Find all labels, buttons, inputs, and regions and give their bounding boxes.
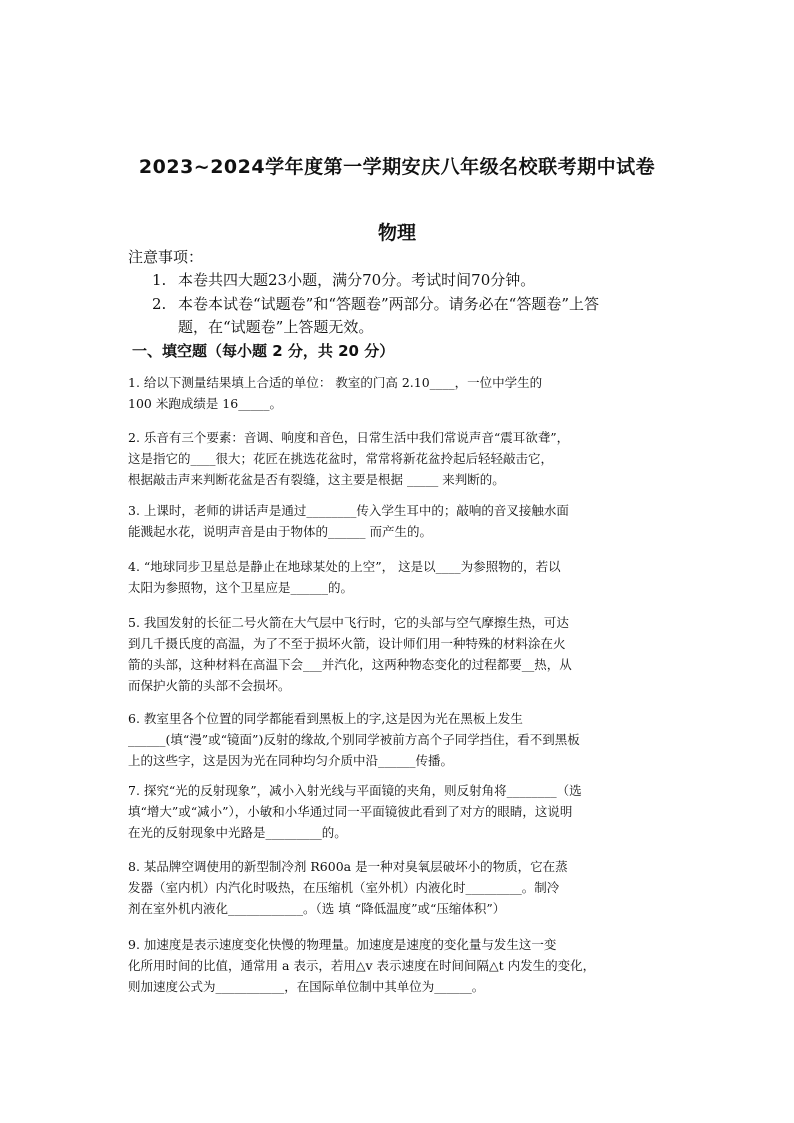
question-line: ______(填“漫”或“镜面”)反射的缘故,个别同学被前方高个子同学挡住，看不到黑板 xyxy=(128,732,580,747)
question-line: 2. 乐音有三个要素：音调、响度和音色，日常生活中我们常说声音“震耳欲聋”， xyxy=(128,430,570,445)
question-line: 7. 探究“光的反射现象”，减小入射光线与平面镜的夹角，则反射角将________（选 xyxy=(128,783,582,798)
notice-item-text-continued: 题，在“试题卷”上答题无效。 xyxy=(178,318,374,336)
notice-item-text: 本卷共四大题23小题，满分70分。考试时间70分钟。 xyxy=(178,271,536,289)
question-line: 4. “地球同步卫星总是静止在地球某处的上空”， 这是以____为参照物的，若以 xyxy=(128,559,561,574)
question-line: 根据敲击声来判断花盆是否有裂缝，这主要是根据 _____ 来判断的。 xyxy=(128,472,505,487)
question-line: 5. 我国发射的长征二号火箭在大气层中飞行时，它的头部与空气摩擦生热，可达 xyxy=(128,615,569,630)
notice-item-number: 2. xyxy=(152,295,167,313)
question-line: 8. 某品牌空调使用的新型制冷剂 R600a 是一种对臭氧层破坏小的物质，它在蒸 xyxy=(128,859,568,874)
question-8 xyxy=(128,856,658,919)
question-line: 填“增大”或“减小”），小敏和小华通过同一平面镜彼此看到了对方的眼睛，这说明 xyxy=(128,804,573,819)
question-line: 3. 上课时，老师的讲话声是通过________传入学生耳中的；敲响的音叉接触水面 xyxy=(128,503,569,518)
notice-item-text: 本卷本试卷“试题卷”和“答题卷”两部分。请务必在“答题卷”上答 xyxy=(178,295,600,313)
subject-title: 物理 xyxy=(377,222,416,244)
question-line: 而保护火箭的头部不会损坏。 xyxy=(128,678,291,693)
question-line: 这是指它的____很大；花匠在挑选花盆时，常常将新花盆拎起后轻轻敲击它， xyxy=(128,451,554,466)
question-line: 到几千摄氏度的高温，为了不至于损坏火箭，设计师们用一种特殊的材料涂在火 xyxy=(128,636,566,651)
question-line: 能溅起水花，说明声音是由于物体的______ 而产生的。 xyxy=(128,524,432,539)
question-line: 发器（室内机）内汽化时吸热，在压缩机（室外机）内液化时_________。制冷 xyxy=(128,880,560,895)
question-line: 则加速度公式为___________，在国际单位制中其单位为______。 xyxy=(128,979,485,994)
question-5 xyxy=(128,612,658,696)
question-line: 化所用时间的比值，通常用 a 表示，若用△v 表示速度在时间间隔△t 内发生的变化， xyxy=(128,958,596,973)
notice-item xyxy=(152,269,662,292)
question-line: 太阳为参照物，这个卫星应是______的。 xyxy=(128,580,354,595)
question-6 xyxy=(128,708,658,771)
question-line: 100 米跑成绩是 16_____。 xyxy=(128,396,282,411)
notice-item xyxy=(152,293,662,339)
question-line: 1. 给以下测量结果填上合适的单位： 教室的门高 2.10____，一位中学生的 xyxy=(128,375,543,390)
notice-heading: 注意事项： xyxy=(128,248,204,266)
question-line: 箭的头部，这种材料在高温下会___并汽化，这两种物态变化的过程都要__热，从 xyxy=(128,657,572,672)
question-line: 6. 教室里各个位置的同学都能看到黑板上的字,这是因为光在黑板上发生 xyxy=(128,711,523,726)
question-line: 在光的反射现象中光路是_________的。 xyxy=(128,825,347,840)
question-4 xyxy=(128,556,658,598)
notice-item-number: 1. xyxy=(152,271,167,289)
question-2 xyxy=(128,427,658,490)
section-heading: 一、填空题（每小题 2 分，共 20 分） xyxy=(132,342,395,360)
question-1 xyxy=(128,372,658,414)
question-line: 9. 加速度是表示速度变化快慢的物理量。加速度是速度的变化量与发生这一变 xyxy=(128,937,557,952)
question-7 xyxy=(128,780,658,843)
question-3 xyxy=(128,500,658,542)
exam-title: 2023~2024学年度第一学期安庆八年级名校联考期中试卷 xyxy=(138,156,656,178)
question-9 xyxy=(128,934,658,997)
question-line: 剂在室外机内液化____________。（选 填 “降低温度”或“压缩体积”） xyxy=(128,901,506,916)
question-line: 上的这些字，这是因为光在同种均匀介质中沿______传播。 xyxy=(128,753,454,768)
